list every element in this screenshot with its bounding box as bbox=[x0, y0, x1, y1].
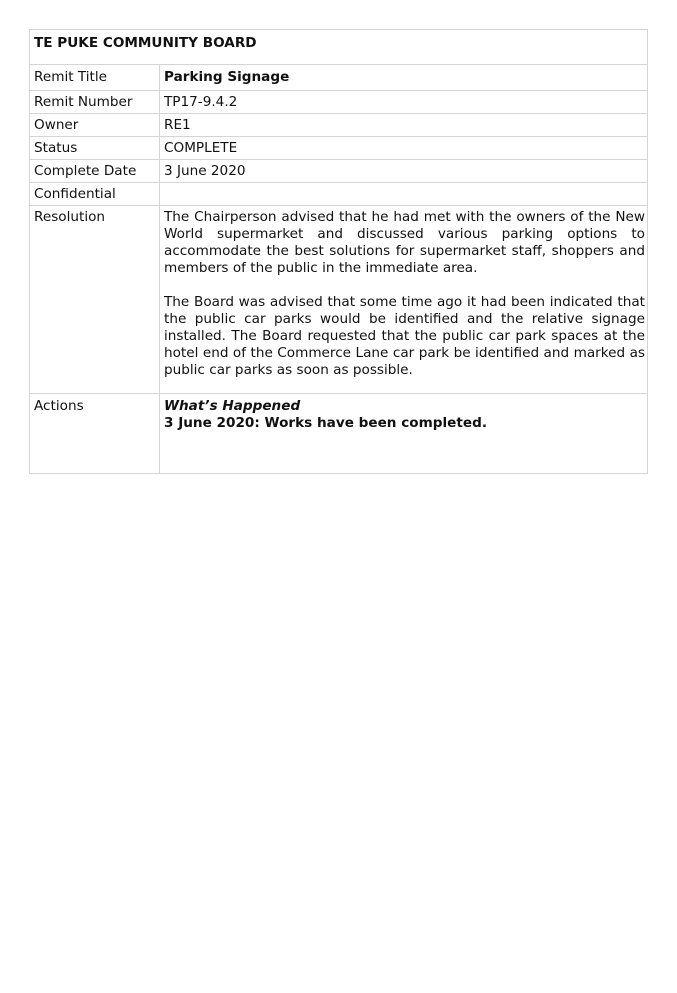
remit-title-row bbox=[30, 65, 648, 91]
remit-number-label: Remit Number bbox=[30, 91, 160, 114]
actions-label: Actions bbox=[30, 394, 160, 474]
remit-number-value: TP17-9.4.2 bbox=[160, 91, 648, 114]
resolution-value bbox=[160, 206, 648, 394]
confidential-row bbox=[30, 183, 648, 206]
owner-value: RE1 bbox=[160, 114, 648, 137]
complete-date-value: 3 June 2020 bbox=[160, 160, 648, 183]
owner-label: Owner bbox=[30, 114, 160, 137]
confidential-label: Confidential bbox=[30, 183, 160, 206]
resolution-row bbox=[30, 206, 648, 394]
actions-heading: What’s Happened bbox=[164, 398, 301, 414]
status-label: Status bbox=[30, 137, 160, 160]
actions-text: 3 June 2020: Works have been completed. bbox=[164, 415, 488, 431]
status-value: COMPLETE bbox=[160, 137, 648, 160]
resolution-paragraph-2: The Board was advised that some time ago it had been indicated that the public car parks would be identified and the relative signage installed. The Board requested that the public car park spaces at the hotel end of the Commerce Lane car park be identified and marked as public car parks as soon as possible. bbox=[164, 294, 645, 378]
complete-date-row bbox=[30, 160, 648, 183]
resolution-paragraph-1: The Chairperson advised that he had met with the owners of the New World supermarket and discussed various parking options to accommodate the best solutions for supermarket staff, shoppers and members of the public in the immediate area. bbox=[164, 209, 645, 276]
remit-title-value: Parking Signage bbox=[160, 65, 648, 91]
owner-row bbox=[30, 114, 648, 137]
complete-date-label: Complete Date bbox=[30, 160, 160, 183]
actions-value bbox=[160, 394, 648, 474]
actions-row bbox=[30, 394, 648, 474]
remit-title-label: Remit Title bbox=[30, 65, 160, 91]
board-title: TE PUKE COMMUNITY BOARD bbox=[30, 30, 648, 65]
resolution-label: Resolution bbox=[30, 206, 160, 394]
confidential-value bbox=[160, 183, 648, 206]
remit-table bbox=[29, 29, 648, 474]
remit-number-row bbox=[30, 91, 648, 114]
board-header-row bbox=[30, 30, 648, 65]
status-row bbox=[30, 137, 648, 160]
